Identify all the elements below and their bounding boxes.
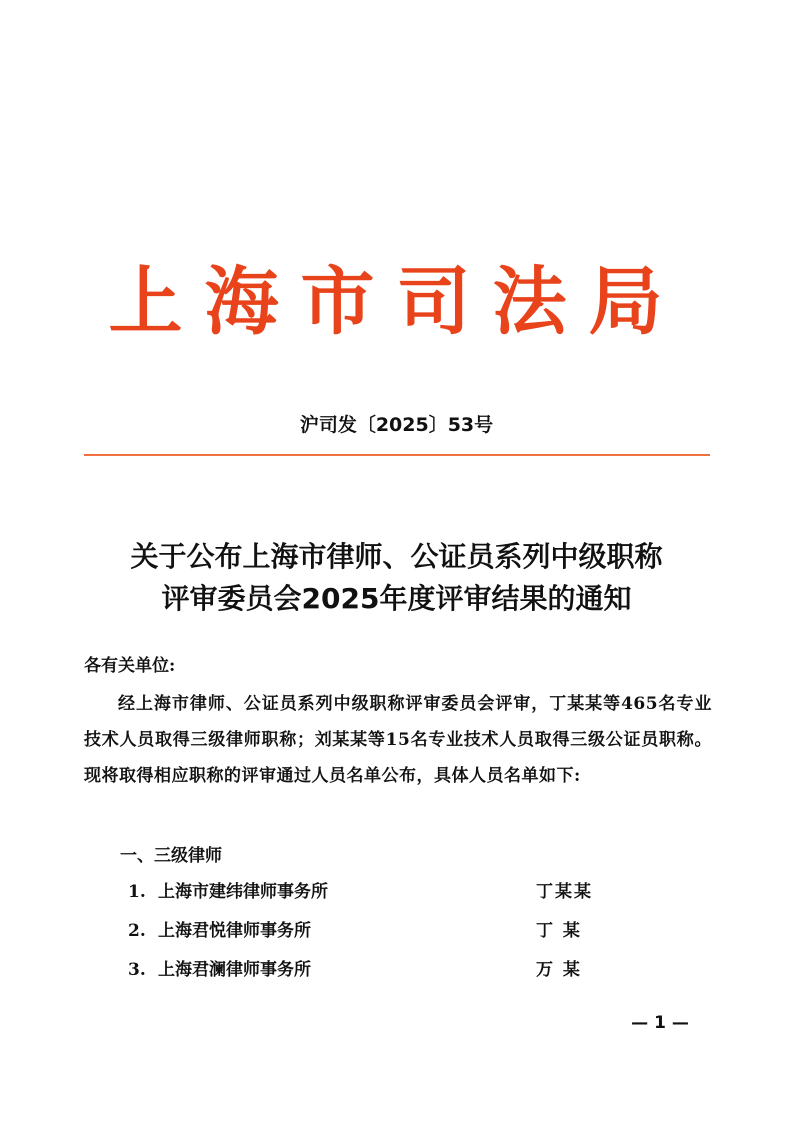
page-number: — 1 — [631,1013,689,1033]
section-heading: 一、三级律师 [120,846,222,866]
list-item-firm: 上海市建纬律师事务所 [158,882,328,902]
list-item-number: 1. [128,882,146,902]
red-header-rule [84,454,710,456]
agency-title: 上海市司法局 [108,259,685,345]
list-item [128,913,628,952]
list-item-firm: 上海君悦律师事务所 [158,921,311,941]
list-item [128,874,628,913]
list-item-person: 丁 某 [536,921,582,941]
list-item-person: 万 某 [536,960,582,980]
list-item-number: 3. [128,960,146,980]
document-title-line-1: 关于公布上海市律师、公证员系列中级职称 [130,540,663,573]
body-paragraph: 经上海市律师、公证员系列中级职称评审委员会评审，丁某某等465名专业技术人员取得三级律师职称；刘某某等15名专业技术人员取得三级公证员职称。现将取得相应职称的评审通过人员名单公布，具体人员名单如下: [84,694,712,786]
salutation: 各有关单位: [84,656,176,676]
list-item-firm: 上海君澜律师事务所 [158,960,311,980]
list-item-number: 2. [128,921,146,941]
document-title-line-2: 评审委员会2025年度评审结果的通知 [161,582,632,615]
document-number: 沪司发〔2025〕53号 [299,414,494,436]
name-list [128,874,628,991]
document-title [0,536,793,620]
list-item-person: 丁某某 [536,882,593,902]
list-item [128,952,628,991]
